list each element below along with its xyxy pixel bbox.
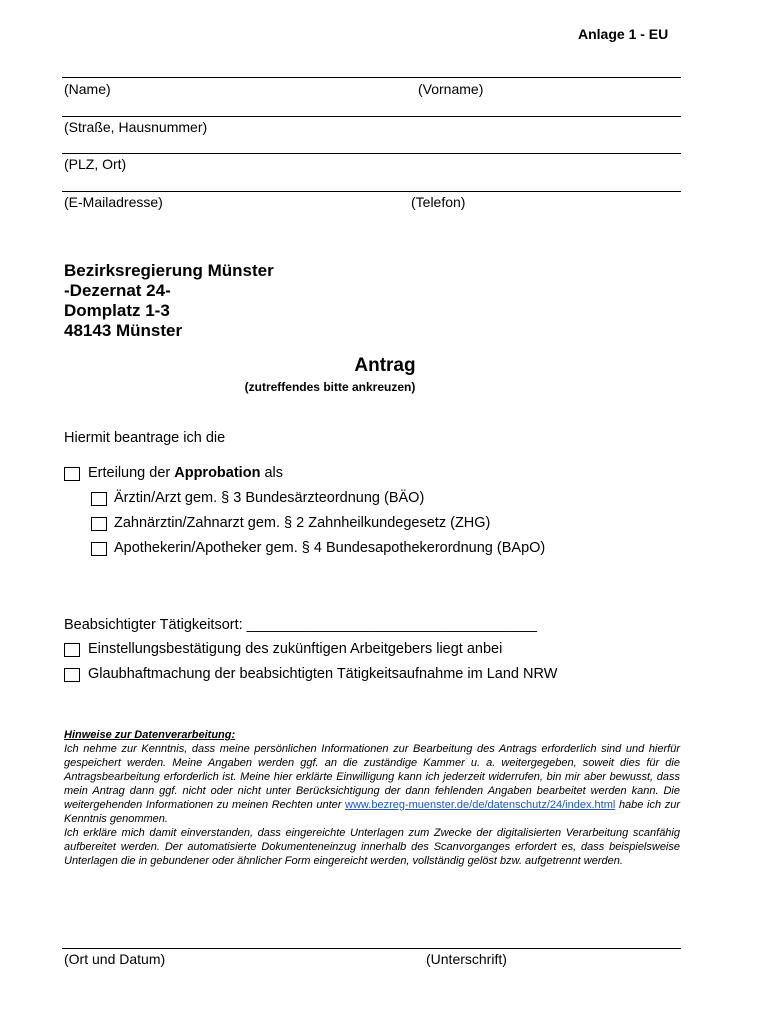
option-zahnarzt-checkbox[interactable] — [91, 517, 107, 531]
name-label: (Name) — [64, 81, 111, 97]
option-arzt-checkbox[interactable] — [91, 492, 107, 506]
privacy-paragraph-1 — [64, 742, 680, 826]
privacy-title: Hinweise zur Datenverarbeitung: — [64, 729, 236, 741]
telefon-label: (Telefon) — [411, 194, 466, 210]
privacy-paragraph-2: Ich erkläre mich damit einverstanden, dass eingereichte Unterlagen zum Zwecke der digitalisierten Verarbeitung scanfähig aufbereitet werden. Der automatisierte Dokumenteneinzug innerhalb des Scanvorganges erfordert es, dass beispielsweise Unterlagen die in gebundener oder ähnlicher Form eingereicht werden, vollständig gelöst bzw. aufgetrennt werden. — [64, 827, 680, 867]
email-label: (E-Mailadresse) — [64, 194, 163, 210]
attachment-glaubhaft-checkbox[interactable] — [64, 668, 80, 682]
intro-text: Hiermit beantrage ich die — [64, 430, 226, 446]
privacy-notice — [64, 728, 680, 868]
street-label: (Straße, Hausnummer) — [64, 119, 208, 135]
form-title: Antrag — [354, 355, 416, 376]
attachment-glaubhaft-label: Glaubhaftmachung der beabsichtigten Tätigkeitsaufnahme im Land NRW — [88, 666, 558, 682]
approbation-bold: Approbation — [174, 465, 261, 481]
recipient-line4: 48143 Münster — [64, 321, 183, 340]
privacy-text-1b: habe ich zur Kenntnis genommen. — [64, 799, 681, 825]
signature-line[interactable] — [62, 948, 681, 949]
ort-datum-label: (Ort und Datum) — [64, 951, 166, 967]
plz-ort-label: (PLZ, Ort) — [64, 156, 127, 172]
approbation-suffix: als — [260, 465, 284, 481]
recipient-address — [64, 261, 274, 341]
attachment-label: Anlage 1 - EU — [578, 26, 669, 42]
privacy-link[interactable]: www.bezreg-muenster.de/de/datenschutz/24/index.html — [345, 799, 616, 811]
form-subtitle — [0, 380, 660, 394]
form-subtitle-text: (zutreffendes bitte ankreuzen) — [244, 380, 416, 394]
approbation-prefix: Erteilung der — [88, 465, 175, 481]
option-apotheker-checkbox[interactable] — [91, 542, 107, 556]
unterschrift-label: (Unterschrift) — [426, 951, 507, 967]
recipient-line3: Domplatz 1-3 — [64, 301, 170, 320]
approbation-label — [88, 465, 283, 481]
email-line[interactable] — [62, 191, 681, 192]
name-line[interactable] — [62, 77, 681, 78]
vorname-label: (Vorname) — [418, 81, 484, 97]
attachment-einstellung-label: Einstellungsbestätigung des zukünftigen Arbeitgebers liegt anbei — [88, 641, 503, 657]
recipient-line2: -Dezernat 24- — [64, 281, 171, 300]
recipient-line1: Bezirksregierung Münster — [64, 261, 274, 280]
option-apotheker-label: Apothekerin/Apotheker gem. § 4 Bundesapothekerordnung (BApO) — [114, 540, 546, 556]
option-zahnarzt-label: Zahnärztin/Zahnarzt gem. § 2 Zahnheilkundegesetz (ZHG) — [114, 515, 491, 531]
approbation-checkbox[interactable] — [64, 467, 80, 481]
street-line[interactable] — [62, 116, 681, 117]
attachment-einstellung-checkbox[interactable] — [64, 643, 80, 657]
option-arzt-label: Ärztin/Arzt gem. § 3 Bundesärzteordnung (BÄO) — [114, 490, 425, 506]
privacy-text-1a: Ich nehme zur Kenntnis, dass meine persönlichen Informationen zur Bearbeitung des Antrags erforderlich sind und hierfür gespeichert werden. Meine Angaben werden ggf. an die zuständige Kammer u. a. weitergegeben, soweit dies für die Antragsbearbeitung erforderlich ist. Meine hier erklärte Einwilligung kann ich jederzeit widerrufen, bin mir aber bewusst, dass mein Antrag dann ggf. nicht oder nicht unter Berücksichtigung der dann fehlenden Angaben bearbeitet werden kann. Die weitergehenden Informationen zu meinen Rechten unter — [64, 743, 680, 811]
taetigkeitsort-field[interactable]: Beabsichtigter Tätigkeitsort: ____________________________________ — [64, 617, 537, 633]
plz-ort-line[interactable] — [62, 153, 681, 154]
